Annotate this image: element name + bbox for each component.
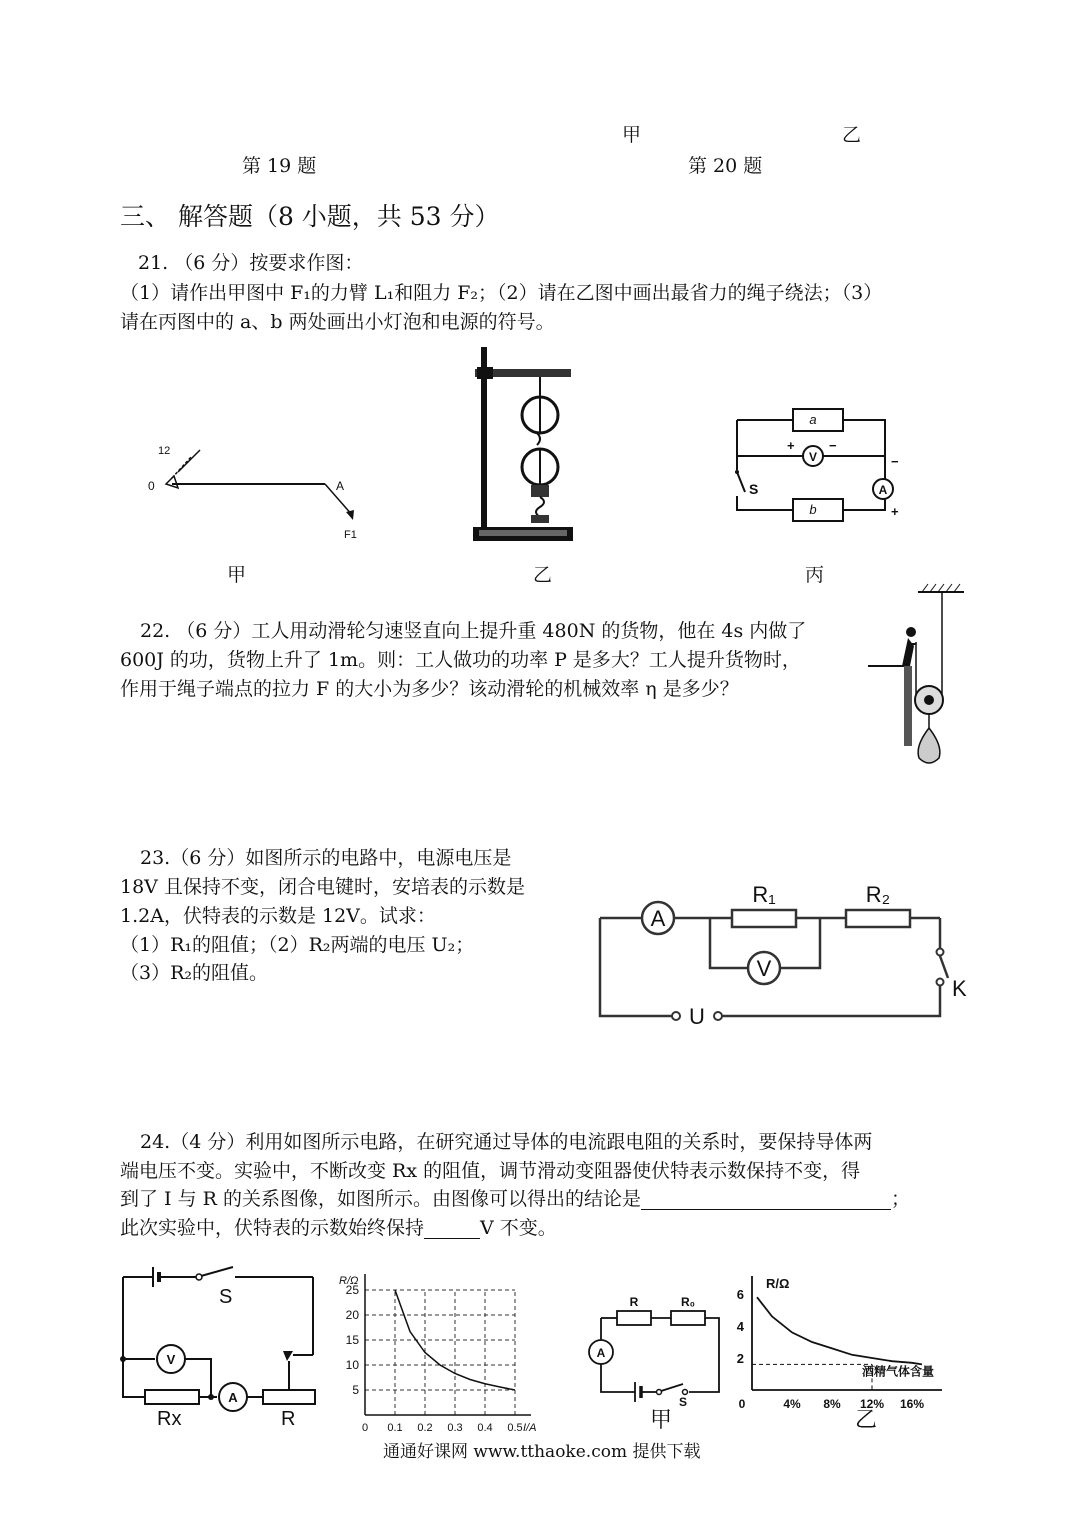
q24-circuit-a: A bbox=[228, 1390, 238, 1405]
alcohol-circuit-r: R bbox=[629, 1295, 639, 1309]
q23-circuit-u: U bbox=[689, 1004, 705, 1029]
graph1-xlabel: I/A bbox=[523, 1422, 537, 1434]
graph1-xtick: 0.3 bbox=[447, 1422, 463, 1434]
fig21-jia-caption: 甲 bbox=[227, 564, 247, 586]
q24-line1: 24.（4 分）利用如图所示电路，在研究通过导体的电流跟电阻的关系时，要保持导体两 bbox=[140, 1131, 873, 1153]
graph1-ytick: 20 bbox=[345, 1308, 359, 1322]
graph1-ytick: 5 bbox=[352, 1383, 359, 1397]
q23-line4: （1）R₁的阻值；（2）R₂两端的电压 U₂； bbox=[120, 934, 475, 956]
q24-line3-text: 到了 I 与 R 的关系图像，如图所示。由图像可以得出的结论是 bbox=[120, 1188, 641, 1210]
label-jia-top: 甲 bbox=[622, 124, 642, 146]
graph1-xtick: 0.1 bbox=[387, 1422, 403, 1434]
q21-line2: （1）请作出甲图中 F₁的力臂 L₁和阻力 F₂；（2）请在乙图中画出最省力的绳子绕法；（3） bbox=[120, 282, 883, 304]
q23-line1: 23.（6 分）如图所示的电路中，电源电压是 bbox=[140, 847, 512, 869]
graph2-xtick: 0 bbox=[738, 1397, 746, 1411]
circuit-q24-figure bbox=[115, 1265, 325, 1430]
circuit-bing-minus1: − bbox=[829, 438, 837, 453]
lever-label-o: 0 bbox=[148, 479, 155, 493]
q24-line2: 端电压不变。实验中，不断改变 Rx 的阻值，调节滑动变阻器使伏特表示数保持不变，得 bbox=[120, 1160, 861, 1182]
lever-label-f1: F1 bbox=[344, 529, 357, 541]
q24-line4-text: 此次实验中，伏特表的示数始终保持 bbox=[120, 1217, 425, 1239]
q23-circuit-a: A bbox=[650, 906, 666, 931]
r-i-graph bbox=[335, 1265, 555, 1435]
circuit-bing-ameter: A bbox=[878, 483, 888, 497]
q23-line5: （3）R₂的阻值。 bbox=[120, 962, 269, 984]
fig21-yi-caption: 乙 bbox=[533, 564, 553, 586]
circuit-bing-figure bbox=[725, 400, 915, 530]
q23-line2: 18V 且保持不变，闭合电键时，安培表的示数是 bbox=[120, 876, 525, 898]
fig21-bing-caption: 丙 bbox=[805, 564, 825, 586]
page-footer: 通通好课网 www.tthaoke.com 提供下载 bbox=[383, 1442, 701, 1462]
q24-answer-blank-conclusion[interactable] bbox=[641, 1190, 891, 1210]
q23-circuit-k: K bbox=[952, 976, 967, 1001]
q24-answer-blank-voltage[interactable] bbox=[424, 1219, 480, 1239]
circuit-bing-plus1: + bbox=[787, 438, 795, 453]
graph2-xtick: 4% bbox=[783, 1397, 801, 1411]
q24-circuit-r: R bbox=[281, 1408, 296, 1430]
fig24-yi-caption: 乙 bbox=[855, 1408, 878, 1433]
graph1-xtick: 0 bbox=[361, 1422, 369, 1434]
q24-line3 bbox=[120, 1190, 910, 1210]
graph2-xtick: 16% bbox=[899, 1397, 925, 1411]
circuit-bing-v: V bbox=[808, 450, 818, 464]
graph1-series-line bbox=[395, 1290, 515, 1390]
pulley-stand-figure bbox=[465, 345, 585, 545]
q23-circuit-v: V bbox=[756, 956, 772, 981]
graph1-ytick: 25 bbox=[345, 1283, 359, 1297]
graph2-ytick: 4 bbox=[736, 1319, 744, 1334]
q22-line2: 600J 的功，货物上升了 1m。则：工人做功的功率 P 是多大？工人提升货物时， bbox=[120, 649, 801, 671]
q22-line3: 作用于绳子端点的拉力 F 的大小为多少？该动滑轮的机械效率 η 是多少？ bbox=[120, 678, 739, 700]
q24-line3-end: ； bbox=[890, 1188, 910, 1210]
graph2-ylabel: R/Ω bbox=[766, 1276, 790, 1291]
graph2-ytick: 6 bbox=[736, 1287, 744, 1302]
q24-circuit-v: V bbox=[166, 1352, 176, 1367]
q21-line1: 21. （6 分）按要求作图： bbox=[138, 252, 364, 274]
lever-label-a: A bbox=[336, 479, 345, 493]
alcohol-circuit-figure bbox=[585, 1290, 725, 1409]
q21-line3: 请在丙图中的 a、b 两处画出小灯泡和电源的符号。 bbox=[120, 311, 555, 333]
q24-line4 bbox=[120, 1219, 557, 1239]
graph2-ytick: 2 bbox=[736, 1351, 744, 1366]
circuit-bing-a: a bbox=[809, 412, 817, 427]
graph2-xtick: 8% bbox=[823, 1397, 841, 1411]
circuit-bing-b: b bbox=[809, 502, 817, 517]
caption-q19: 第 19 题 bbox=[242, 155, 317, 177]
q24-line4-end: V 不变。 bbox=[480, 1217, 557, 1239]
circuit-bing-plus2: + bbox=[891, 504, 899, 519]
graph2-xtick: 12% bbox=[859, 1397, 885, 1411]
graph2-series-line bbox=[757, 1297, 922, 1364]
graph1-xtick: 0.2 bbox=[417, 1422, 433, 1434]
graph1-xtick: 0.4 bbox=[477, 1422, 493, 1434]
fig24-jia-caption: 甲 bbox=[650, 1408, 673, 1433]
worker-pulley-figure bbox=[868, 582, 978, 772]
q23-circuit-r2: R₂ bbox=[865, 882, 891, 907]
lever-label-12: 12 bbox=[158, 445, 171, 457]
q23-circuit-r1: R₁ bbox=[752, 882, 776, 907]
alcohol-circuit-s: S bbox=[679, 1395, 688, 1409]
circuit-q23-figure bbox=[592, 878, 982, 1028]
graph1-ylabel: R/Ω bbox=[339, 1275, 359, 1287]
lever-figure bbox=[140, 440, 360, 550]
q24-circuit-rx: Rx bbox=[157, 1408, 182, 1430]
alcohol-circuit-a: A bbox=[596, 1346, 606, 1360]
q24-circuit-s: S bbox=[219, 1286, 233, 1308]
circuit-bing-s: S bbox=[749, 481, 759, 497]
graph1-xtick: 0.5 bbox=[507, 1422, 523, 1434]
alcohol-sensor-graph bbox=[730, 1265, 970, 1415]
alcohol-circuit-r0: R₀ bbox=[680, 1295, 696, 1309]
graph2-note: 酒精气体含量 bbox=[862, 1364, 935, 1379]
q22-line1: 22. （6 分）工人用动滑轮匀速竖直向上提升重 480N 的货物，他在 4s 内做了 bbox=[140, 620, 807, 642]
q23-line3: 1.2A，伏特表的示数是 12V。试求： bbox=[120, 905, 436, 927]
graph1-ytick: 15 bbox=[345, 1333, 359, 1347]
label-yi-top: 乙 bbox=[842, 124, 862, 146]
section-title: 三、 解答题（8 小题，共 53 分） bbox=[120, 202, 500, 231]
circuit-bing-minus2: − bbox=[891, 454, 899, 469]
caption-q20: 第 20 题 bbox=[688, 155, 763, 177]
graph1-ytick: 10 bbox=[345, 1358, 359, 1372]
